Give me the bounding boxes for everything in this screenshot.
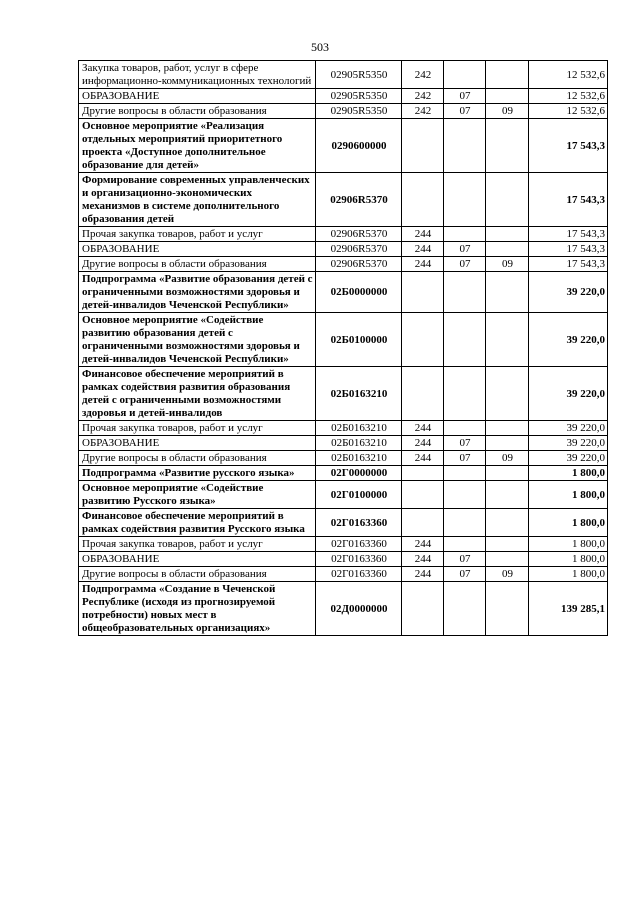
row-subsection xyxy=(486,61,529,89)
row-target-code: 02905R5350 xyxy=(316,61,402,89)
row-amount: 17 543,3 xyxy=(529,242,608,257)
row-target-code: 02Б0163210 xyxy=(316,421,402,436)
row-amount: 17 543,3 xyxy=(529,173,608,227)
row-subsection xyxy=(486,242,529,257)
table-row xyxy=(79,257,608,272)
row-section: 07 xyxy=(444,436,486,451)
table-row xyxy=(79,242,608,257)
table-row xyxy=(79,104,608,119)
row-name: Другие вопросы в области образования xyxy=(79,104,316,119)
row-target-code: 02Г0163360 xyxy=(316,552,402,567)
row-target-code: 02905R5350 xyxy=(316,104,402,119)
row-name: Прочая закупка товаров, работ и услуг xyxy=(79,227,316,242)
row-amount: 1 800,0 xyxy=(529,481,608,509)
row-subsection: 09 xyxy=(486,104,529,119)
row-name: ОБРАЗОВАНИЕ xyxy=(79,436,316,451)
row-target-code: 02Г0163360 xyxy=(316,537,402,552)
row-name: Подпрограмма «Развитие русского языка» xyxy=(79,466,316,481)
row-section: 07 xyxy=(444,104,486,119)
row-name: Прочая закупка товаров, работ и услуг xyxy=(79,421,316,436)
row-target-code: 02Д0000000 xyxy=(316,582,402,636)
row-subsection xyxy=(486,537,529,552)
row-name: ОБРАЗОВАНИЕ xyxy=(79,242,316,257)
row-target-code: 0290600000 xyxy=(316,119,402,173)
row-amount: 12 532,6 xyxy=(529,89,608,104)
row-target-code: 02906R5370 xyxy=(316,257,402,272)
row-target-code: 02Б0100000 xyxy=(316,313,402,367)
row-name: Прочая закупка товаров, работ и услуг xyxy=(79,537,316,552)
row-section xyxy=(444,119,486,173)
table-row xyxy=(79,582,608,636)
row-subsection xyxy=(486,509,529,537)
row-name: Финансовое обеспечение мероприятий в рамках содействия развития образования детей с ограниченными возможностями здоровья и детей-инвалидов xyxy=(79,367,316,421)
row-expense-type: 244 xyxy=(402,537,444,552)
row-expense-type: 244 xyxy=(402,567,444,582)
row-amount: 12 532,6 xyxy=(529,104,608,119)
row-subsection xyxy=(486,466,529,481)
row-amount: 39 220,0 xyxy=(529,313,608,367)
row-subsection: 09 xyxy=(486,451,529,466)
row-section xyxy=(444,582,486,636)
row-section xyxy=(444,367,486,421)
row-expense-type xyxy=(402,481,444,509)
row-target-code: 02Б0163210 xyxy=(316,436,402,451)
table-row xyxy=(79,89,608,104)
row-section xyxy=(444,537,486,552)
row-section xyxy=(444,61,486,89)
table-body xyxy=(79,61,608,636)
row-subsection xyxy=(486,89,529,104)
table-row xyxy=(79,61,608,89)
row-expense-type: 244 xyxy=(402,242,444,257)
row-target-code: 02Б0163210 xyxy=(316,367,402,421)
row-name: Основное мероприятие «Содействие развитию Русского языка» xyxy=(79,481,316,509)
table-row xyxy=(79,421,608,436)
row-section: 07 xyxy=(444,257,486,272)
row-name: ОБРАЗОВАНИЕ xyxy=(79,89,316,104)
budget-table xyxy=(78,60,608,636)
row-name: Другие вопросы в области образования xyxy=(79,451,316,466)
table-row xyxy=(79,436,608,451)
row-section: 07 xyxy=(444,451,486,466)
row-target-code: 02Г0000000 xyxy=(316,466,402,481)
row-expense-type xyxy=(402,582,444,636)
row-amount: 1 800,0 xyxy=(529,509,608,537)
row-section xyxy=(444,272,486,313)
row-subsection xyxy=(486,481,529,509)
row-target-code: 02Б0000000 xyxy=(316,272,402,313)
table-row xyxy=(79,509,608,537)
row-section xyxy=(444,481,486,509)
row-expense-type: 244 xyxy=(402,421,444,436)
row-name: Формирование современных управленческих и организационно-экономических механизмов в системе дополнительного образования детей xyxy=(79,173,316,227)
row-subsection xyxy=(486,227,529,242)
table-row xyxy=(79,552,608,567)
row-target-code: 02905R5350 xyxy=(316,89,402,104)
row-expense-type: 242 xyxy=(402,89,444,104)
row-section xyxy=(444,227,486,242)
row-subsection xyxy=(486,552,529,567)
table-row xyxy=(79,367,608,421)
table-row xyxy=(79,119,608,173)
row-name: Закупка товаров, работ, услуг в сфере информационно-коммуникационных технологий xyxy=(79,61,316,89)
row-target-code: 02Г0100000 xyxy=(316,481,402,509)
row-amount: 39 220,0 xyxy=(529,436,608,451)
row-amount: 1 800,0 xyxy=(529,552,608,567)
row-section xyxy=(444,466,486,481)
row-name: Финансовое обеспечение мероприятий в рамках содействия развития Русского языка xyxy=(79,509,316,537)
row-section: 07 xyxy=(444,552,486,567)
row-expense-type xyxy=(402,466,444,481)
row-target-code: 02906R5370 xyxy=(316,242,402,257)
row-section xyxy=(444,509,486,537)
page-number: 503 xyxy=(311,40,329,54)
row-section: 07 xyxy=(444,242,486,257)
row-amount: 17 543,3 xyxy=(529,119,608,173)
row-expense-type xyxy=(402,313,444,367)
row-subsection xyxy=(486,367,529,421)
row-subsection xyxy=(486,313,529,367)
row-subsection: 09 xyxy=(486,257,529,272)
table-row xyxy=(79,537,608,552)
row-target-code: 02906R5370 xyxy=(316,227,402,242)
row-section: 07 xyxy=(444,89,486,104)
row-subsection: 09 xyxy=(486,567,529,582)
row-name: Подпрограмма «Развитие образования детей с ограниченными возможностями здоровья и детей-инвалидов Чеченской Республики» xyxy=(79,272,316,313)
row-subsection xyxy=(486,582,529,636)
row-expense-type: 244 xyxy=(402,552,444,567)
table-row xyxy=(79,451,608,466)
table-row xyxy=(79,272,608,313)
row-expense-type: 244 xyxy=(402,227,444,242)
row-amount: 139 285,1 xyxy=(529,582,608,636)
row-name: Подпрограмма «Создание в Чеченской Республике (исходя из прогнозируемой потребности) новых мест в общеобразовательных организациях» xyxy=(79,582,316,636)
row-amount: 39 220,0 xyxy=(529,367,608,421)
row-subsection xyxy=(486,436,529,451)
row-expense-type xyxy=(402,119,444,173)
row-section xyxy=(444,173,486,227)
row-amount: 39 220,0 xyxy=(529,421,608,436)
row-section: 07 xyxy=(444,567,486,582)
row-target-code: 02Б0163210 xyxy=(316,451,402,466)
row-expense-type xyxy=(402,173,444,227)
row-section xyxy=(444,313,486,367)
row-expense-type: 244 xyxy=(402,451,444,466)
row-target-code: 02Г0163360 xyxy=(316,567,402,582)
row-section xyxy=(444,421,486,436)
row-expense-type: 242 xyxy=(402,61,444,89)
row-name: Основное мероприятие «Содействие развитию образования детей с ограниченными возможностями здоровья и детей-инвалидов Чеченской Республики» xyxy=(79,313,316,367)
row-expense-type: 244 xyxy=(402,257,444,272)
row-expense-type: 242 xyxy=(402,104,444,119)
table-row xyxy=(79,227,608,242)
table-row xyxy=(79,466,608,481)
row-amount: 17 543,3 xyxy=(529,257,608,272)
row-expense-type xyxy=(402,367,444,421)
row-target-code: 02Г0163360 xyxy=(316,509,402,537)
row-expense-type: 244 xyxy=(402,436,444,451)
row-amount: 1 800,0 xyxy=(529,537,608,552)
row-name: ОБРАЗОВАНИЕ xyxy=(79,552,316,567)
row-subsection xyxy=(486,173,529,227)
table-row xyxy=(79,173,608,227)
row-target-code: 02906R5370 xyxy=(316,173,402,227)
row-subsection xyxy=(486,119,529,173)
row-subsection xyxy=(486,272,529,313)
row-amount: 17 543,3 xyxy=(529,227,608,242)
table-row xyxy=(79,567,608,582)
row-name: Основное мероприятие «Реализация отдельных мероприятий приоритетного проекта «Доступное дополнительное образование для детей» xyxy=(79,119,316,173)
row-amount: 12 532,6 xyxy=(529,61,608,89)
row-amount: 39 220,0 xyxy=(529,451,608,466)
table-row xyxy=(79,313,608,367)
row-name: Другие вопросы в области образования xyxy=(79,567,316,582)
row-amount: 39 220,0 xyxy=(529,272,608,313)
table-row xyxy=(79,481,608,509)
row-name: Другие вопросы в области образования xyxy=(79,257,316,272)
row-amount: 1 800,0 xyxy=(529,466,608,481)
row-expense-type xyxy=(402,509,444,537)
row-subsection xyxy=(486,421,529,436)
row-expense-type xyxy=(402,272,444,313)
row-amount: 1 800,0 xyxy=(529,567,608,582)
